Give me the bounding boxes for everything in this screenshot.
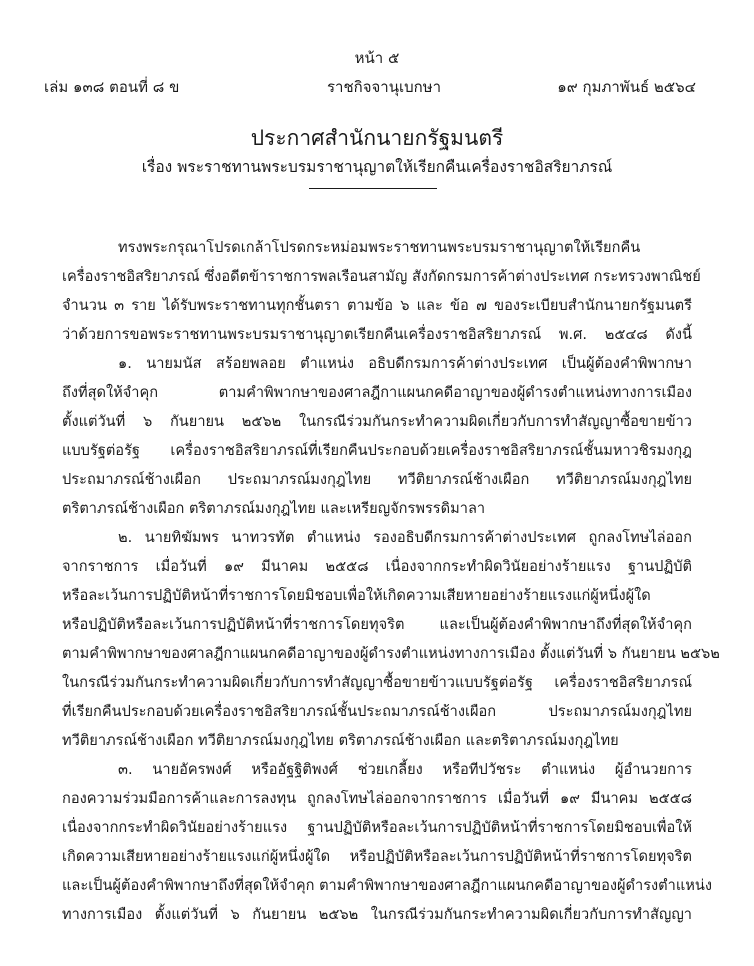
body-line: ประถมาภรณ์ช้างเผือก ประถมาภรณ์มงกุฎไทย ทวีติยาภรณ์ช้างเผือก ทวีติยาภรณ์มงกุฎไทย — [62, 471, 692, 488]
body-line: ที่เรียกคืนประกอบด้วยเครื่องราชอิสริยาภรณ์ชั้นประถมาภรณ์ช้างเผือก ประถมาภรณ์มงกุฎไทย — [62, 703, 692, 720]
body-line: ๒. นายทิฆัมพร นาทวรทัต ตำแหน่ง รองอธิบดีกรมการค้าต่างประเทศ ถูกลงโทษไล่ออก — [118, 529, 692, 546]
body-line: ทวีติยาภรณ์ช้างเผือก ทวีติยาภรณ์มงกุฎไทย ตริตาภรณ์ช้างเผือก และตริตาภรณ์มงกุฎไทย — [62, 732, 619, 749]
running-header — [0, 76, 754, 98]
body-line: ตริตาภรณ์ช้างเผือก ตริตาภรณ์มงกุฎไทย และเหรียญจักรพรรดิมาลา — [62, 500, 486, 517]
body-line: ๑. นายมนัส สร้อยพลอย ตำแหน่ง อธิบดีกรมการค้าต่างประเทศ เป็นผู้ต้องคำพิพากษา — [118, 355, 692, 372]
body-line: หรือปฏิบัติหรือละเว้นการปฏิบัติหน้าที่ราชการโดยทุจริต และเป็นผู้ต้องคำพิพากษาถึงที่สุดให้จำคุก — [62, 616, 692, 633]
body-line: ตั้งแต่วันที่ ๖ กันยายน ๒๕๖๒ ในกรณีร่วมกันกระทำความผิดเกี่ยวกับการทำสัญญาซื้อขายข้าว — [62, 413, 692, 430]
body-line: เกิดความเสียหายอย่างร้ายแรงแก่ผู้หนึ่งผู้ใด หรือปฏิบัติหรือละเว้นการปฏิบัติหน้าที่ราชการโดยทุจริต — [62, 848, 692, 865]
body-line: และเป็นผู้ต้องคำพิพากษาถึงที่สุดให้จำคุก ตามคำพิพากษาของศาลฎีกาแผนกคดีอาญาของผู้ดำรงตำแหน่ง — [62, 877, 712, 894]
publication-name: ราชกิจจานุเบกษา — [326, 78, 442, 96]
body-line: จากราชการ เมื่อวันที่ ๑๙ มีนาคม ๒๕๕๘ เนื่องจากกระทำผิดวินัยอย่างร้ายแรง ฐานปฏิบัติ — [62, 558, 692, 575]
body-line: ๓. นายอัครพงศ์ หรืออัฐฐิติพงศ์ ช่วยเกลี้ยง หรือทีปวัชระ ตำแหน่ง ผู้อำนวยการ — [118, 761, 692, 778]
body-line: ในกรณีร่วมกันกระทำความผิดเกี่ยวกับการทำสัญญาซื้อขายข้าวแบบรัฐต่อรัฐ เครื่องราชอิสริยาภรณ์ — [62, 674, 692, 691]
body-line: ถึงที่สุดให้จำคุก ตามคำพิพากษาของศาลฎีกาแผนกคดีอาญาของผู้ดำรงตำแหน่งทางการเมือง — [62, 384, 692, 401]
body-line: ทรงพระกรุณาโปรดเกล้าโปรดกระหม่อมพระราชทานพระบรมราชานุญาตให้เรียกคืน — [118, 239, 641, 256]
body-line: กองความร่วมมือการค้าและการลงทุน ถูกลงโทษไล่ออกจากราชการ เมื่อวันที่ ๑๙ มีนาคม ๒๕๕๘ — [62, 790, 692, 807]
body-line: แบบรัฐต่อรัฐ เครื่องราชอิสริยาภรณ์ที่เรียกคืนประกอบด้วยเครื่องราชอิสริยาภรณ์ชั้นมหาวชิรมงกุฎ — [62, 442, 692, 459]
document-title: ประกาศสำนักนายกรัฐมนตรี — [250, 126, 504, 150]
body-line: ทางการเมือง ตั้งแต่วันที่ ๖ กันยายน ๒๕๖๒ ในกรณีร่วมกันกระทำความผิดเกี่ยวกับการทำสัญญา — [62, 906, 692, 923]
title-divider — [309, 188, 437, 189]
body-line: จำนวน ๓ ราย ได้รับพระราชทานทุกชั้นตรา ตามข้อ ๖ และ ข้อ ๗ ของระเบียบสำนักนายกรัฐมนตรี — [62, 297, 692, 314]
body-line: ว่าด้วยการขอพระราชทานพระบรมราชานุญาตเรียกคืนเครื่องราชอิสริยาภรณ์ พ.ศ. ๒๕๔๘ ดังนี้ — [62, 326, 692, 343]
body-line: ตามคำพิพากษาของศาลฎีกาแผนกคดีอาญาของผู้ดำรงตำแหน่งทางการเมือง ตั้งแต่วันที่ ๖ กันยายน ๒๕๖๒ — [62, 645, 720, 662]
publication-date: ๑๙ กุมภาพันธ์ ๒๕๖๔ — [557, 78, 696, 96]
body-line: หรือละเว้นการปฏิบัติหน้าที่ราชการโดยมิชอบเพื่อให้เกิดความเสียหายอย่างร้ายแรงแก่ผู้หนึ่งผู้ใด — [62, 587, 651, 604]
volume-issue: เล่ม ๑๓๘ ตอนที่ ๘ ข — [44, 78, 180, 96]
body-line: เครื่องราชอิสริยาภรณ์ ซึ่งอดีตข้าราชการพลเรือนสามัญ สังกัดกรมการค้าต่างประเทศ กระทรวงพาณิชย์ — [62, 268, 701, 285]
page-number: หน้า ๕ — [354, 49, 400, 67]
body-line: เนื่องจากกระทำผิดวินัยอย่างร้ายแรง ฐานปฏิบัติหรือละเว้นการปฏิบัติหน้าที่ราชการโดยมิชอบเพื่อให้ — [62, 819, 692, 836]
document-subject: เรื่อง พระราชทานพระบรมราชานุญาตให้เรียกคืนเครื่องราชอิสริยาภรณ์ — [141, 158, 613, 176]
